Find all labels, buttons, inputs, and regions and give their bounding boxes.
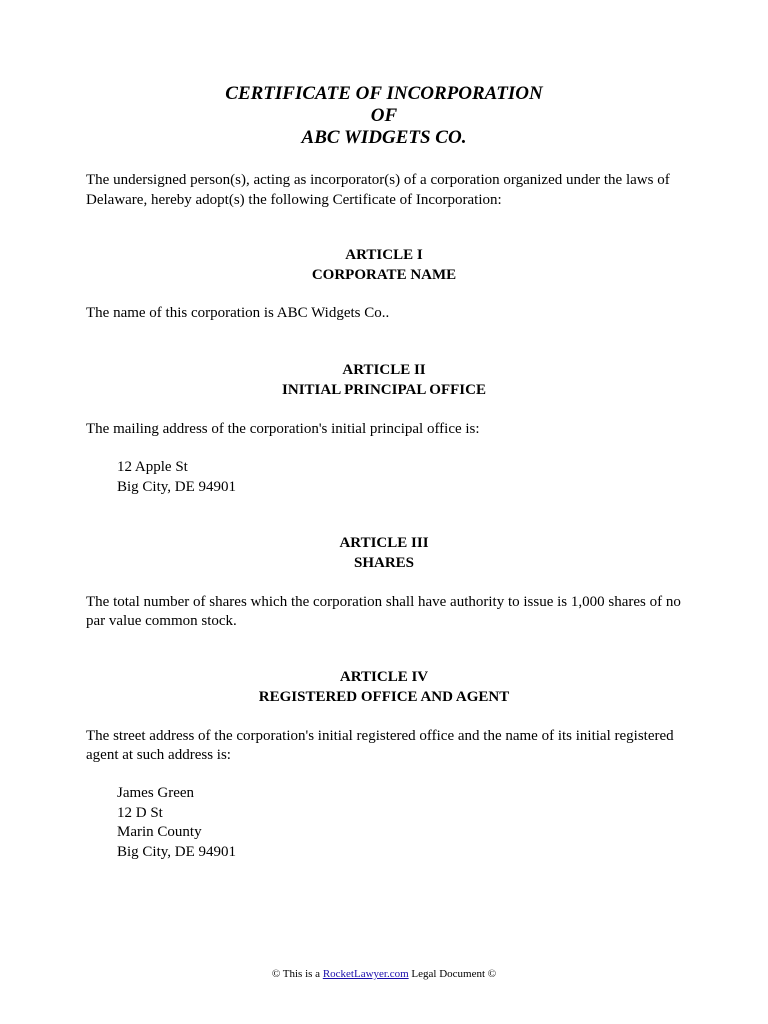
page-footer: [0, 967, 768, 981]
address-line: Marin County: [117, 824, 202, 840]
article-4-number: ARTICLE IV: [339, 669, 429, 685]
address-line: Big City, DE 94901: [117, 843, 237, 860]
article-3-text: The total number of shares which the corporation shall have authority to issue is 1,000 shares of no par value common stock.: [86, 593, 681, 629]
article-2-heading: INITIAL PRINCIPAL OFFICE: [282, 381, 486, 398]
article-1-heading: CORPORATE NAME: [311, 266, 457, 283]
address-line: 12 D St: [117, 804, 163, 821]
article-2-text: The mailing address of the corporation's initial principal office is:: [86, 420, 480, 437]
article-1-number: ARTICLE I: [345, 247, 423, 263]
rocketlawyer-link[interactable]: RocketLawyer.com: [322, 968, 409, 980]
footer-prefix: © This is a: [271, 968, 323, 980]
document-title: [0, 83, 768, 149]
principal-office-address: [117, 458, 236, 497]
address-line: Big City, DE 94901: [117, 478, 237, 495]
address-line: James Green: [117, 785, 195, 801]
title-line-2: OF: [370, 105, 398, 126]
article-2-number: ARTICLE II: [342, 362, 426, 378]
article-4-heading: REGISTERED OFFICE AND AGENT: [258, 688, 510, 705]
article-3-number: ARTICLE III: [339, 535, 429, 551]
registered-agent-address: [117, 784, 236, 862]
title-line-1: CERTIFICATE OF INCORPORATION: [225, 83, 543, 104]
footer-suffix: Legal Document ©: [408, 968, 497, 980]
address-line: 12 Apple St: [117, 459, 188, 475]
title-line-3: ABC WIDGETS CO.: [301, 127, 467, 148]
article-3-heading: SHARES: [353, 554, 415, 571]
article-4-text: The street address of the corporation's initial registered office and the name of its initial registered agent at such address is:: [86, 727, 674, 763]
intro-paragraph: The undersigned person(s), acting as incorporator(s) of a corporation organized under the laws of Delaware, hereby adopt(s) the following Certificate of Incorporation:: [86, 172, 670, 208]
article-1-text: The name of this corporation is ABC Widgets Co..: [86, 305, 390, 321]
